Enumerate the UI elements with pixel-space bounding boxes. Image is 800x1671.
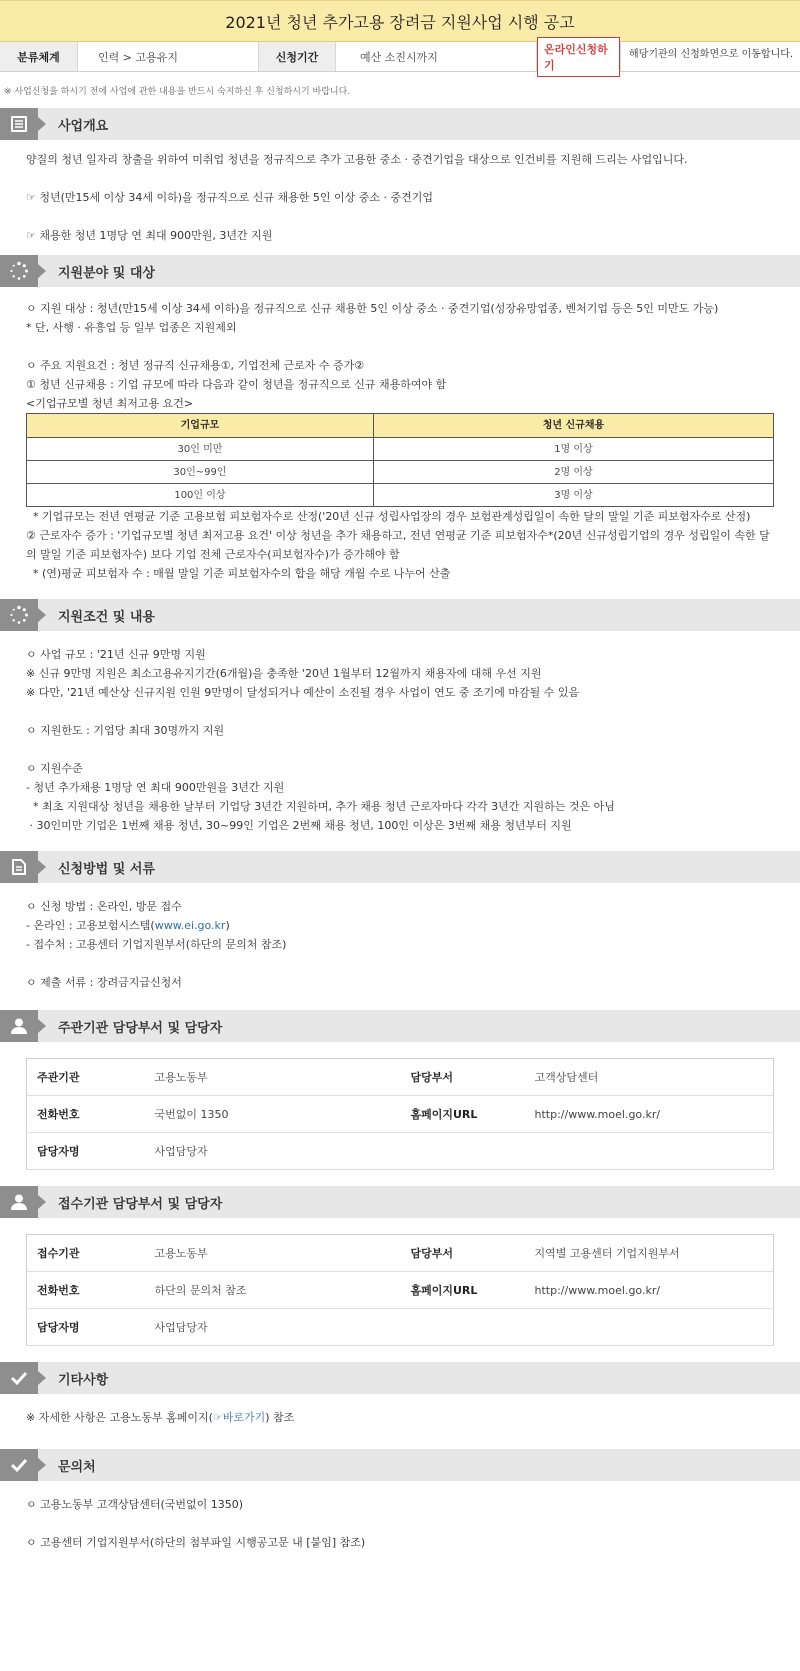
table-row bbox=[27, 1059, 774, 1096]
section-title: 지원조건 및 내용 bbox=[58, 609, 155, 625]
etc-prefix: ※ 자세한 사항은 고용노동부 홈페이지( bbox=[26, 1411, 213, 1424]
moel-shortcut-link[interactable]: ☞바로가기 bbox=[212, 1411, 266, 1424]
person-value: 사업담당자 bbox=[145, 1309, 774, 1346]
target-line: ① 청년 신규채용 : 기업 규모에 따라 다음과 같이 청년을 정규직으로 신규 채용하여야 함 bbox=[26, 378, 447, 391]
etc-body bbox=[0, 1394, 800, 1433]
section-title: 문의처 bbox=[58, 1459, 96, 1475]
receiving-body bbox=[0, 1218, 800, 1358]
overview-line: ☞ 청년(만15세 이상 34세 이하)을 정규직으로 신규 채용한 5인 이상 중소 · 중견기업 bbox=[26, 191, 434, 204]
etc-line bbox=[26, 1408, 774, 1427]
conditions-line: * 최초 지원대상 청년을 채용한 날부터 기업당 3년간 지원하며, 추가 채용 청년 근로자마다 각각 3년간 지원하는 것은 아님 bbox=[26, 800, 615, 813]
checkmark-icon bbox=[0, 1449, 38, 1481]
apply-online-suffix: ) bbox=[225, 919, 230, 932]
url-label: 홈페이지URL bbox=[401, 1272, 525, 1309]
url-label: 홈페이지URL bbox=[401, 1096, 525, 1133]
loading-dots-icon bbox=[0, 255, 38, 287]
dept-label: 담당부서 bbox=[401, 1059, 525, 1096]
person-icon bbox=[0, 1010, 38, 1042]
section-header-contact bbox=[0, 1449, 800, 1481]
table-header: 청년 신규채용 bbox=[373, 414, 773, 438]
conditions-line: ㅇ 사업 규모 : '21년 신규 9만명 지원 bbox=[26, 648, 206, 661]
section-header-overview bbox=[0, 108, 800, 140]
overview-line: ☞ 채용한 청년 1명당 연 최대 900만원, 3년간 지원 bbox=[26, 229, 273, 242]
person-icon bbox=[0, 1186, 38, 1218]
table-cell: 30인 미만 bbox=[27, 438, 374, 461]
supervising-body bbox=[0, 1042, 800, 1182]
target-line: ㅇ 주요 지원요건 : 청년 정규직 신규채용①, 기업전체 근로자 수 증가② bbox=[26, 359, 365, 372]
table-row bbox=[27, 1272, 774, 1309]
dept-value: 지역별 고용센터 기업지원부서 bbox=[525, 1235, 774, 1272]
dept-label: 담당부서 bbox=[401, 1235, 525, 1272]
target-line: * 단, 사행 · 유흥업 등 일부 업종은 지원제외 bbox=[26, 321, 237, 334]
section-title: 접수기관 담당부서 및 담당자 bbox=[58, 1196, 223, 1212]
table-cell: 100인 이상 bbox=[27, 484, 374, 507]
org-label: 접수기관 bbox=[27, 1235, 145, 1272]
target-body bbox=[0, 287, 800, 589]
apply-line: ㅇ 제출 서류 : 장려금지급신청서 bbox=[26, 976, 182, 989]
online-note: 해당기관의 신청화면으로 이동합니다. bbox=[629, 49, 794, 60]
conditions-line: - 청년 추가채용 1명당 연 최대 900만원을 3년간 지원 bbox=[26, 781, 285, 794]
target-line: <기업규모별 청년 최저고용 요건> bbox=[26, 397, 194, 410]
conditions-line: ※ 다만, '21년 예산상 신규지원 인원 9만명이 달성되거나 예산이 소진될 경우 사업이 연도 중 조기에 마감될 수 있음 bbox=[26, 686, 580, 699]
contact-body bbox=[0, 1481, 800, 1558]
receiving-table bbox=[26, 1234, 774, 1346]
phone-value: 국번없이 1350 bbox=[145, 1096, 401, 1133]
section-header-apply bbox=[0, 851, 800, 883]
target-line: * (연)평균 피보험자 수 : 매월 말일 기준 피보험자수의 합을 해당 개월 수로 나누어 산출 bbox=[26, 567, 451, 580]
checkmark-icon bbox=[0, 1362, 38, 1394]
table-row bbox=[27, 461, 774, 484]
org-value: 고용노동부 bbox=[145, 1059, 401, 1096]
document-icon bbox=[0, 851, 38, 883]
online-button-cell bbox=[537, 42, 621, 71]
section-header-receiving bbox=[0, 1186, 800, 1218]
apply-online-prefix: - 온라인 : 고용보험시스템( bbox=[26, 919, 155, 932]
conditions-body bbox=[0, 631, 800, 841]
table-cell: 1명 이상 bbox=[373, 438, 773, 461]
contact-line: ㅇ 고용노동부 고객상담센터(국번없이 1350) bbox=[26, 1498, 244, 1511]
page-title bbox=[0, 0, 800, 42]
supervising-table bbox=[26, 1058, 774, 1170]
loading-dots-icon bbox=[0, 599, 38, 631]
table-row bbox=[27, 484, 774, 507]
period-value: 예산 소진시까지 bbox=[336, 42, 537, 71]
company-size-table bbox=[26, 413, 774, 507]
phone-label: 전화번호 bbox=[27, 1096, 145, 1133]
conditions-line: ※ 신규 9만명 지원은 최소고용유지기간(6개월)을 충족한 '20년 1월부터 12월까지 채용자에 대해 우선 지원 bbox=[26, 667, 542, 680]
dept-value: 고객상담센터 bbox=[525, 1059, 774, 1096]
table-header-row bbox=[27, 414, 774, 438]
table-row bbox=[27, 1133, 774, 1170]
apply-body bbox=[0, 883, 800, 998]
section-header-supervising bbox=[0, 1010, 800, 1042]
apply-line: ㅇ 신청 방법 : 온라인, 방문 접수 bbox=[26, 900, 182, 913]
phone-label: 전화번호 bbox=[27, 1272, 145, 1309]
org-value: 고용노동부 bbox=[145, 1235, 401, 1272]
section-title: 지원분야 및 대상 bbox=[58, 265, 155, 281]
url-value: http://www.moel.go.kr/ bbox=[525, 1272, 774, 1309]
person-value: 사업담당자 bbox=[145, 1133, 774, 1170]
org-label: 주관기관 bbox=[27, 1059, 145, 1096]
conditions-line: ㅇ 지원한도 : 기업당 최대 30명까지 지원 bbox=[26, 724, 225, 737]
info-row bbox=[0, 42, 800, 72]
section-title: 주관기관 담당부서 및 담당자 bbox=[58, 1020, 223, 1036]
section-title: 신청방법 및 서류 bbox=[58, 861, 155, 877]
table-row bbox=[27, 438, 774, 461]
period-label: 신청기간 bbox=[259, 42, 336, 71]
etc-suffix: ) 참조 bbox=[265, 1411, 295, 1424]
contact-line: ㅇ 고용센터 기업지원부서(하단의 첨부파일 시행공고문 내 [붙임] 참조) bbox=[26, 1536, 366, 1549]
table-cell: 30인~99인 bbox=[27, 461, 374, 484]
document-icon bbox=[0, 108, 38, 140]
table-cell: 2명 이상 bbox=[373, 461, 773, 484]
category-label: 분류체계 bbox=[0, 42, 78, 71]
category-value: 인력 > 고용유지 bbox=[78, 42, 259, 71]
target-line: ㅇ 지원 대상 : 청년(만15세 이상 34세 이하)을 정규직으로 신규 채용한 5인 이상 중소 · 중견기업(성장유망업종, 벤처기업 등은 5인 미만도 가능) bbox=[26, 302, 719, 315]
table-row bbox=[27, 1235, 774, 1272]
section-title: 기타사항 bbox=[58, 1372, 109, 1388]
apply-line: - 접수처 : 고용센터 기업지원부서(하단의 문의처 참조) bbox=[26, 938, 287, 951]
person-label: 담당자명 bbox=[27, 1309, 145, 1346]
target-line: ② 근로자수 증가 : '기업규모별 청년 최저고용 요건' 이상 청년을 추가 채용하고, 전년 연평균 기준 피보험자수*(20년 신규성립기업의 경우 성립일이 속한 달의 말일 기준 피보험자수) 보다 기업 전체 근로자수(피보험자수)가 증가해야 함 bbox=[26, 529, 770, 561]
online-apply-button[interactable]: 온라인신청하기 bbox=[537, 37, 620, 77]
url-value: http://www.moel.go.kr/ bbox=[525, 1096, 774, 1133]
section-title: 사업개요 bbox=[58, 118, 109, 134]
overview-body bbox=[0, 140, 800, 251]
table-row bbox=[27, 1309, 774, 1346]
announcement-title: 2021년 청년 추가고용 장려금 지원사업 시행 공고 bbox=[225, 12, 575, 32]
table-cell: 3명 이상 bbox=[373, 484, 773, 507]
conditions-line: ㅇ 지원수준 bbox=[26, 762, 83, 775]
apply-online-line bbox=[26, 916, 774, 935]
person-label: 담당자명 bbox=[27, 1133, 145, 1170]
section-header-etc bbox=[0, 1362, 800, 1394]
apply-notice: ※ 사업신청을 하시기 전에 사업에 관한 내용을 반드시 숙지하신 후 신청하시기 바랍니다. bbox=[4, 87, 351, 97]
table-row bbox=[27, 1096, 774, 1133]
ei-link[interactable]: www.ei.go.kr bbox=[154, 919, 226, 932]
section-header-conditions bbox=[0, 599, 800, 631]
conditions-line: · 30인미만 기업은 1번째 채용 청년, 30~99인 기업은 2번째 채용 청년, 100인 이상은 3번째 채용 청년부터 지원 bbox=[26, 819, 572, 832]
phone-value: 하단의 문의처 참조 bbox=[145, 1272, 401, 1309]
table-header: 기업규모 bbox=[27, 414, 374, 438]
section-header-target bbox=[0, 255, 800, 287]
target-line: * 기업규모는 전년 연평균 기준 고용보험 피보험자수로 산정('20년 신규 성립사업장의 경우 보험관계성립일이 속한 달의 말일 기준 피보험자수로 산정) bbox=[26, 510, 751, 523]
overview-line: 양질의 청년 일자리 창출을 위하여 미취업 청년을 정규직으로 추가 고용한 중소 · 중견기업을 대상으로 인건비를 지원해 드리는 사업입니다. bbox=[26, 153, 688, 166]
